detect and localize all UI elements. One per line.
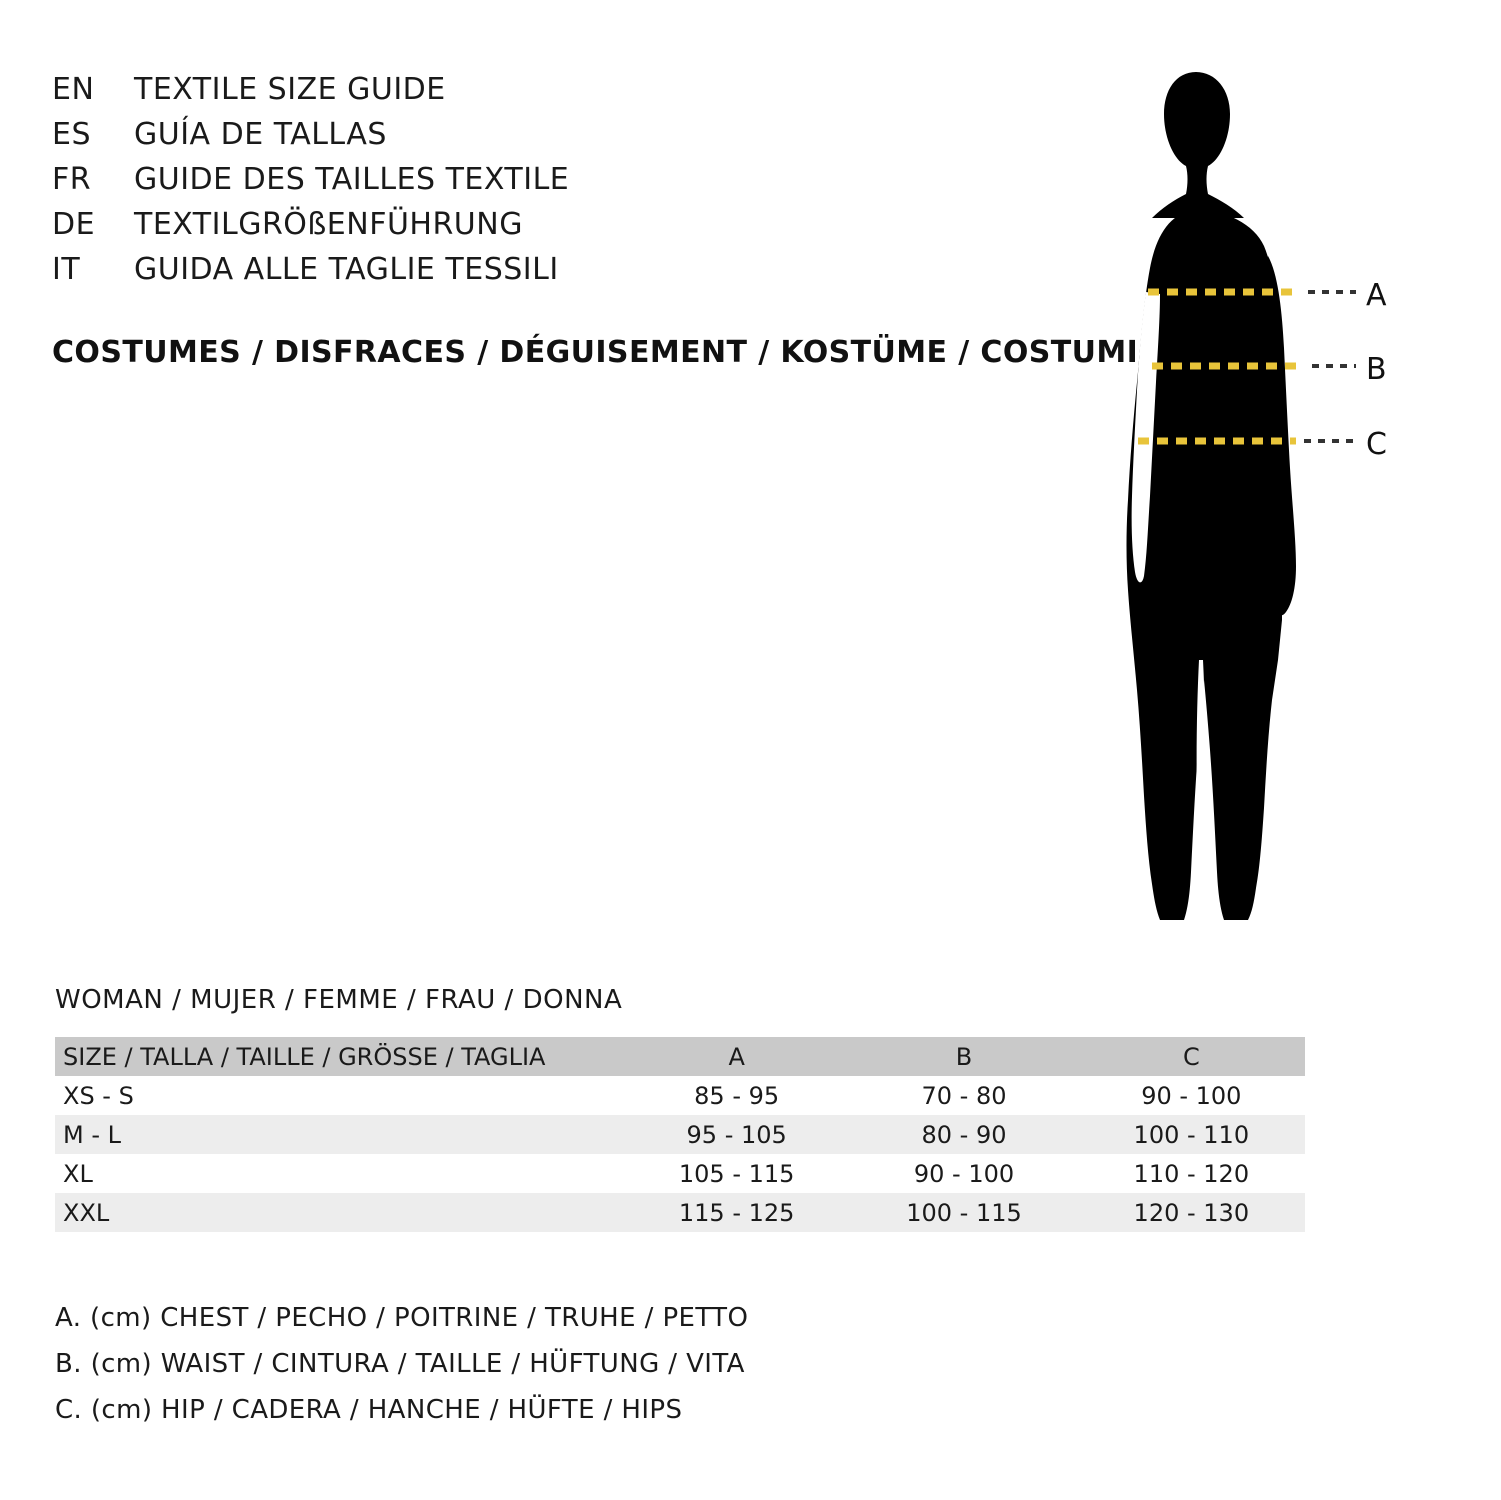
legend-row-b: B. (cm) WAIST / CINTURA / TAILLE / HÜFTUNG / VITA	[55, 1349, 745, 1379]
table-row	[55, 1193, 1305, 1232]
cell-size: XS - S	[63, 1081, 134, 1110]
cell-c: 90 - 100	[1141, 1081, 1242, 1110]
measure-label-a: A	[1366, 278, 1387, 313]
language-row-es	[52, 117, 1052, 162]
cell-a: 85 - 95	[694, 1081, 780, 1110]
cell-a: 115 - 125	[678, 1198, 795, 1227]
table-row	[55, 1076, 1305, 1115]
cell-c: 120 - 130	[1133, 1198, 1250, 1227]
language-code: EN	[52, 72, 95, 107]
cell-c: 110 - 120	[1133, 1159, 1250, 1188]
language-list	[52, 72, 1052, 297]
column-header-b: B	[955, 1042, 973, 1071]
measurement-legend	[55, 1295, 748, 1433]
table-group-title: WOMAN / MUJER / FEMME / FRAU / DONNA	[55, 985, 623, 1015]
language-code: IT	[52, 252, 81, 287]
cell-b: 90 - 100	[913, 1159, 1015, 1188]
column-header-c: C	[1182, 1042, 1200, 1071]
language-row-en	[52, 72, 1052, 117]
language-row-de	[52, 207, 1052, 252]
language-row-it	[52, 252, 1052, 297]
costumes-heading: COSTUMES / DISFRACES / DÉGUISEMENT / KOSTÜME / COSTUMI	[52, 335, 1139, 370]
cell-a: 105 - 115	[678, 1159, 795, 1188]
cell-b: 70 - 80	[921, 1081, 1007, 1110]
silhouette-icon	[1020, 60, 1470, 940]
column-header-size: SIZE / TALLA / TAILLE / GRÖSSE / TAGLIA	[63, 1042, 546, 1071]
table-header-row	[55, 1037, 1305, 1076]
cell-size: XL	[63, 1159, 93, 1188]
cell-a: 95 - 105	[686, 1120, 787, 1149]
column-header-a: A	[728, 1042, 745, 1071]
measure-label-b: B	[1366, 352, 1387, 387]
language-code: FR	[52, 162, 92, 197]
legend-row-a: A. (cm) CHEST / PECHO / POITRINE / TRUHE / PETTO	[55, 1303, 749, 1333]
cell-b: 100 - 115	[906, 1198, 1022, 1227]
language-row-fr	[52, 162, 1052, 207]
language-label: TEXTILE SIZE GUIDE	[134, 72, 446, 107]
table-row	[55, 1154, 1305, 1193]
language-code: ES	[52, 117, 91, 152]
measure-label-c: C	[1366, 427, 1387, 462]
language-label: GUIDA ALLE TAGLIE TESSILI	[134, 252, 559, 287]
size-table	[55, 1037, 1305, 1232]
language-label: GUÍA DE TALLAS	[134, 117, 387, 152]
cell-b: 80 - 90	[921, 1120, 1007, 1149]
cell-c: 100 - 110	[1133, 1120, 1250, 1149]
cell-size: XXL	[63, 1198, 110, 1227]
legend-row-c: C. (cm) HIP / CADERA / HANCHE / HÜFTE / HIPS	[55, 1395, 683, 1425]
cell-size: M - L	[63, 1120, 121, 1149]
language-code: DE	[52, 207, 96, 242]
language-label: TEXTILGRÖßENFÜHRUNG	[134, 207, 523, 242]
language-label: GUIDE DES TAILLES TEXTILE	[134, 162, 570, 197]
female-silhouette-figure	[1020, 60, 1470, 940]
table-row	[55, 1115, 1305, 1154]
